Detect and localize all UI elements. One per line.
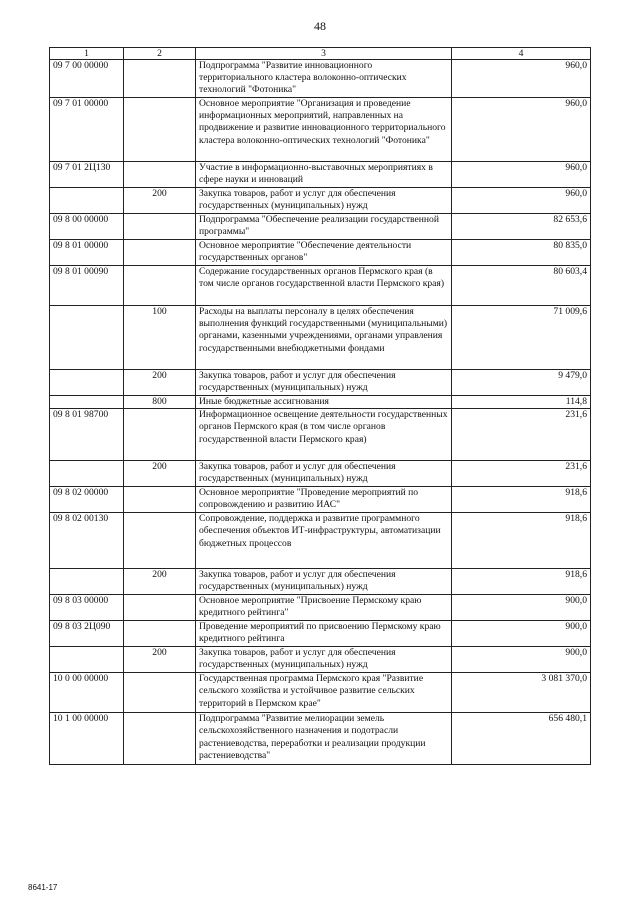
table-row	[50, 370, 591, 396]
amount-cell: 82 653,6	[452, 214, 591, 240]
expense-type-cell	[124, 240, 196, 266]
table-row	[50, 214, 591, 240]
amount-cell: 656 480,1	[452, 713, 591, 765]
target-code-cell	[50, 647, 124, 673]
amount-cell: 9 479,0	[452, 370, 591, 396]
amount-cell: 900,0	[452, 647, 591, 673]
table-body	[50, 60, 591, 765]
target-code-cell	[50, 396, 124, 409]
target-code-cell: 09 7 00 00000	[50, 60, 124, 98]
target-code-cell	[50, 370, 124, 396]
item-name-cell: Основное мероприятие "Обеспечение деятельности государственных органов"	[196, 240, 452, 266]
item-name-cell: Закупка товаров, работ и услуг для обеспечения государственных (муниципальных) нужд	[196, 461, 452, 487]
page-number: 48	[314, 19, 326, 33]
table-row	[50, 306, 591, 370]
table-row	[50, 569, 591, 595]
budget-table	[49, 47, 591, 765]
amount-cell: 960,0	[452, 162, 591, 188]
target-code-cell: 09 8 02 00130	[50, 513, 124, 569]
amount-cell: 960,0	[452, 98, 591, 162]
table-row	[50, 621, 591, 647]
amount-cell: 918,6	[452, 569, 591, 595]
target-code-cell	[50, 569, 124, 595]
table-row	[50, 409, 591, 461]
header-col-4: 4	[452, 48, 591, 60]
amount-cell: 80 835,0	[452, 240, 591, 266]
amount-cell: 71 009,6	[452, 306, 591, 370]
amount-cell: 918,6	[452, 487, 591, 513]
expense-type-cell	[124, 266, 196, 306]
expense-type-cell: 200	[124, 188, 196, 214]
item-name-cell: Подпрограмма "Развитие мелиорации земель сельскохозяйственного назначения и подотрасли растениеводства, переработки и реализации продукции растениеводства"	[196, 713, 452, 765]
table-row	[50, 98, 591, 162]
target-code-cell: 09 7 01 2Ц130	[50, 162, 124, 188]
item-name-cell: Основное мероприятие "Организация и проведение информационных мероприятий, направленных на продвижение и развитие инновационного территориального кластера волоконно-оптических технологий "Фотоника"	[196, 98, 452, 162]
item-name-cell: Подпрограмма "Развитие инновационного территориального кластера волоконно-оптических технологий "Фотоника"	[196, 60, 452, 98]
target-code-cell	[50, 306, 124, 370]
amount-cell: 900,0	[452, 595, 591, 621]
expense-type-cell: 200	[124, 370, 196, 396]
amount-cell: 960,0	[452, 188, 591, 214]
amount-cell: 900,0	[452, 621, 591, 647]
expense-type-cell: 200	[124, 569, 196, 595]
item-name-cell: Закупка товаров, работ и услуг для обеспечения государственных (муниципальных) нужд	[196, 188, 452, 214]
expense-type-cell: 800	[124, 396, 196, 409]
table-row	[50, 461, 591, 487]
expense-type-cell	[124, 595, 196, 621]
expense-type-cell	[124, 713, 196, 765]
target-code-cell: 10 1 00 00000	[50, 713, 124, 765]
expense-type-cell	[124, 98, 196, 162]
table-row	[50, 595, 591, 621]
table-row	[50, 162, 591, 188]
amount-cell: 231,6	[452, 461, 591, 487]
target-code-cell: 09 8 01 00000	[50, 240, 124, 266]
item-name-cell: Сопровождение, поддержка и развитие программного обеспечения объектов ИТ-инфраструктуры, автоматизации бюджетных процессов	[196, 513, 452, 569]
amount-cell: 3 081 370,0	[452, 673, 591, 713]
table-row	[50, 713, 591, 765]
table-row	[50, 487, 591, 513]
amount-cell: 80 603,4	[452, 266, 591, 306]
expense-type-cell	[124, 214, 196, 240]
expense-type-cell	[124, 513, 196, 569]
expense-type-cell	[124, 162, 196, 188]
header-col-1: 1	[50, 48, 124, 60]
target-code-cell	[50, 188, 124, 214]
item-name-cell: Иные бюджетные ассигнования	[196, 396, 452, 409]
target-code-cell: 09 8 03 00000	[50, 595, 124, 621]
target-code-cell: 09 8 00 00000	[50, 214, 124, 240]
amount-cell: 918,6	[452, 513, 591, 569]
amount-cell: 960,0	[452, 60, 591, 98]
table-header-row	[50, 48, 591, 60]
target-code-cell: 09 7 01 00000	[50, 98, 124, 162]
item-name-cell: Закупка товаров, работ и услуг для обеспечения государственных (муниципальных) нужд	[196, 370, 452, 396]
table-row	[50, 673, 591, 713]
expense-type-cell	[124, 60, 196, 98]
target-code-cell: 10 0 00 00000	[50, 673, 124, 713]
document-code: 8641-17	[28, 883, 58, 892]
table-row	[50, 513, 591, 569]
table-row	[50, 60, 591, 98]
item-name-cell: Закупка товаров, работ и услуг для обеспечения государственных (муниципальных) нужд	[196, 647, 452, 673]
target-code-cell: 09 8 03 2Ц090	[50, 621, 124, 647]
expense-type-cell: 200	[124, 461, 196, 487]
amount-cell: 231,6	[452, 409, 591, 461]
header-col-2: 2	[124, 48, 196, 60]
item-name-cell: Закупка товаров, работ и услуг для обеспечения государственных (муниципальных) нужд	[196, 569, 452, 595]
item-name-cell: Информационное освещение деятельности государственных органов Пермского края (в том числе органов государственной власти Пермского края)	[196, 409, 452, 461]
item-name-cell: Основное мероприятие "Проведение мероприятий по сопровождению и развитию ИАС"	[196, 487, 452, 513]
expense-type-cell: 200	[124, 647, 196, 673]
amount-cell: 114,8	[452, 396, 591, 409]
expense-type-cell	[124, 409, 196, 461]
item-name-cell: Подпрограмма "Обеспечение реализации государственной программы"	[196, 214, 452, 240]
item-name-cell: Государственная программа Пермского края "Развитие сельского хозяйства и устойчивое развитие сельских территорий в Пермском крае"	[196, 673, 452, 713]
item-name-cell: Проведение мероприятий по присвоению Пермскому краю кредитного рейтинга	[196, 621, 452, 647]
item-name-cell: Участие в информационно-выставочных мероприятиях в сфере науки и инноваций	[196, 162, 452, 188]
table-row	[50, 266, 591, 306]
item-name-cell: Основное мероприятие "Присвоение Пермскому краю кредитного рейтинга"	[196, 595, 452, 621]
table-row	[50, 188, 591, 214]
header-col-3: 3	[196, 48, 452, 60]
target-code-cell: 09 8 01 98700	[50, 409, 124, 461]
expense-type-cell: 100	[124, 306, 196, 370]
target-code-cell	[50, 461, 124, 487]
table-row	[50, 647, 591, 673]
expense-type-cell	[124, 487, 196, 513]
expense-type-cell	[124, 621, 196, 647]
item-name-cell: Расходы на выплаты персоналу в целях обеспечения выполнения функций государственными (муниципальными) органами, казенными учреждениями, органами управления государственными внебюджетными фондами	[196, 306, 452, 370]
table-row	[50, 396, 591, 409]
expense-type-cell	[124, 673, 196, 713]
target-code-cell: 09 8 01 00090	[50, 266, 124, 306]
table-row	[50, 240, 591, 266]
item-name-cell: Содержание государственных органов Пермского края (в том числе органов государственной власти Пермского края)	[196, 266, 452, 306]
target-code-cell: 09 8 02 00000	[50, 487, 124, 513]
